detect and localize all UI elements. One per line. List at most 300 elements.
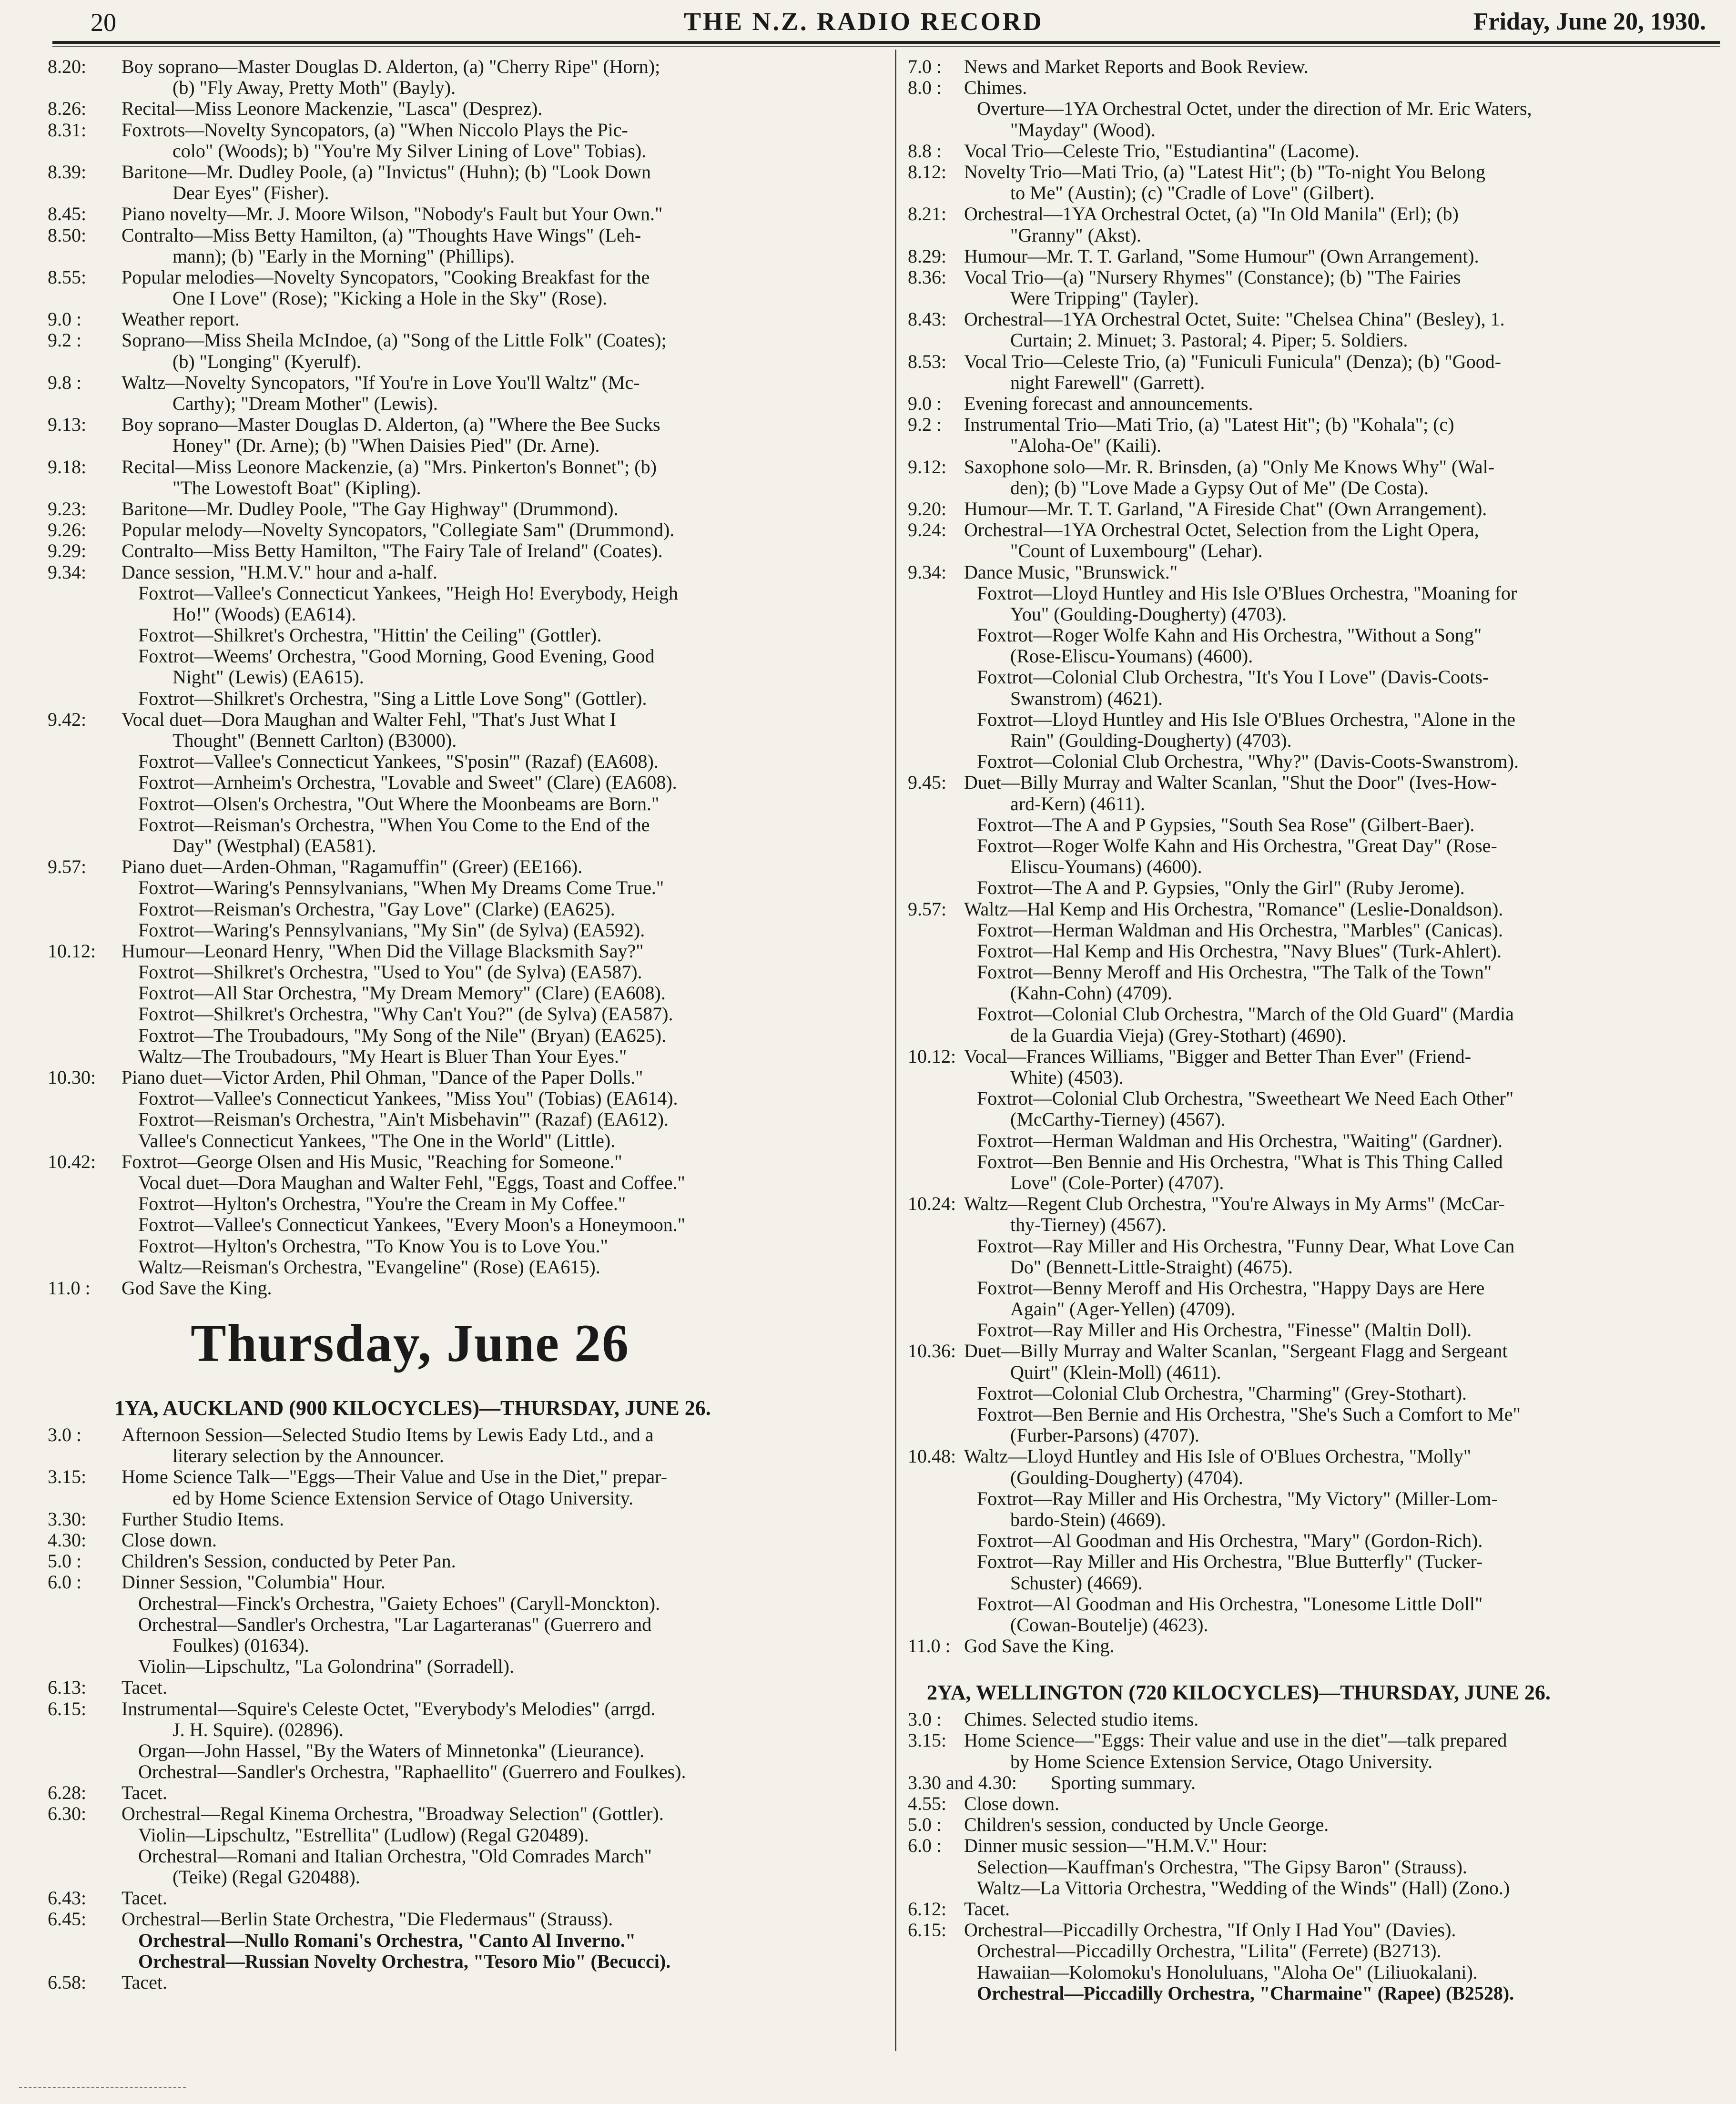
program-text: (Cowan-Boutelje) (4623). — [1010, 1614, 1208, 1636]
program-line — [48, 1488, 891, 1509]
program-text: ard-Kern) (4611). — [1010, 793, 1145, 814]
day-heading-block — [48, 1299, 891, 1389]
program-time: 3.0 : — [48, 1424, 82, 1446]
program-line — [48, 1004, 891, 1025]
program-line — [48, 751, 891, 772]
program-text: Night" (Lewis) (EA615). — [173, 666, 364, 688]
program-text: Foxtrot—All Star Orchestra, "My Dream Memory" (Clare) (EA608). — [138, 982, 666, 1004]
program-line — [908, 1709, 1720, 1730]
program-line — [908, 498, 1720, 519]
program-text: Foxtrot—Lloyd Huntley and His Isle O'Blues Orchestra, "Alone in the — [977, 708, 1516, 730]
program-line — [48, 246, 891, 267]
program-text: ed by Home Science Extension Service of Otago University. — [173, 1487, 634, 1509]
program-line — [48, 1109, 891, 1130]
program-line — [908, 983, 1720, 1004]
program-time: 9.20: — [908, 498, 947, 519]
program-time: 8.45: — [48, 203, 87, 225]
right-column — [908, 56, 1720, 2004]
program-line — [908, 372, 1720, 393]
program-line — [908, 1320, 1720, 1341]
program-line — [48, 1424, 891, 1445]
program-text: White) (4503). — [1010, 1067, 1124, 1088]
program-text: "Count of Luxembourg" (Lehar). — [1010, 540, 1263, 562]
program-line — [48, 498, 891, 519]
program-time: 9.13: — [48, 414, 87, 436]
program-text: Close down. — [964, 1793, 1059, 1814]
program-text: bardo-Stein) (4669). — [1010, 1508, 1166, 1530]
program-line — [908, 667, 1720, 688]
program-line — [908, 1857, 1720, 1878]
program-text: Baritone—Mr. Dudley Poole, "The Gay Highway" (Drummond). — [122, 498, 619, 519]
program-text: Orchestral—1YA Orchestral Octet, Suite: "Chelsea China" (Besley), 1. — [964, 308, 1505, 330]
program-line — [48, 730, 891, 751]
header-rule-thin — [52, 46, 1720, 47]
program-text: Foxtrot—Reisman's Orchestra, "When You Come to the End of the — [138, 813, 650, 835]
program-line — [48, 1466, 891, 1487]
program-line — [908, 267, 1720, 288]
program-time: 6.0 : — [908, 1835, 942, 1857]
program-text: (Furber-Parsons) (4707). — [1010, 1424, 1199, 1446]
program-text: Children's session, conducted by Uncle George. — [964, 1814, 1329, 1836]
program-text: Further Studio Items. — [122, 1508, 284, 1530]
program-text: Soprano—Miss Sheila McIndoe, (a) "Song of the Little Folk" (Coates); — [122, 329, 667, 351]
program-line — [908, 351, 1720, 372]
program-time: 6.0 : — [48, 1571, 82, 1593]
program-line — [48, 1888, 891, 1909]
program-line — [908, 688, 1720, 709]
program-line — [908, 920, 1720, 941]
program-time: 4.55: — [908, 1793, 947, 1814]
program-text: Orchestral—Russian Novelty Orchestra, "Tesoro Mio" (Becucci). — [138, 1950, 671, 1972]
program-text: Orchestral—Piccadilly Orchestra, "Charmaine" (Rapee) (B2528). — [977, 1982, 1514, 2004]
program-text: Contralto—Miss Betty Hamilton, (a) "Thoughts Have Wings" (Leh- — [122, 224, 641, 246]
day-heading: Thursday, June 26 — [191, 1314, 629, 1373]
program-time: 9.57: — [48, 856, 87, 878]
program-time: 8.20: — [48, 56, 87, 77]
program-time: 4.30: — [48, 1529, 87, 1551]
program-text: Foxtrot—Vallee's Connecticut Yankees, "S'posin'" (Razaf) (EA608). — [138, 751, 659, 772]
program-text: Foxtrot—George Olsen and His Music, "Reaching for Someone." — [122, 1150, 622, 1172]
program-line — [908, 478, 1720, 498]
program-text: Foxtrot—Benny Meroff and His Orchestra, "The Talk of the Town" — [977, 961, 1492, 983]
program-time: 9.2 : — [908, 414, 942, 436]
station-heading-2ya: 2YA, WELLINGTON (720 KILOCYCLES)—THURSDAY, JUNE 26. — [927, 1681, 1551, 1705]
program-line — [48, 667, 891, 688]
program-time: 7.0 : — [908, 56, 942, 77]
program-time: 9.57: — [908, 898, 947, 920]
program-line — [48, 1172, 891, 1193]
issue-date: Friday, June 20, 1930. — [1473, 8, 1706, 35]
program-text: Schuster) (4669). — [1010, 1572, 1143, 1594]
program-line — [908, 1509, 1720, 1530]
program-line — [48, 1445, 891, 1466]
program-line — [48, 1130, 891, 1151]
program-line — [908, 77, 1720, 98]
program-text: Foxtrot—Shilkret's Orchestra, "Used to You" (de Sylva) (EA587). — [138, 961, 642, 983]
program-line — [908, 1941, 1720, 1962]
program-text: Piano novelty—Mr. J. Moore Wilson, "Nobody's Fault but Your Own." — [122, 203, 663, 225]
program-time: 6.45: — [48, 1908, 87, 1930]
program-text: Popular melodies—Novelty Syncopators, "Cooking Breakfast for the — [122, 266, 650, 288]
program-time: 6.15: — [908, 1919, 947, 1941]
program-text: colo" (Woods); b) "You're My Silver Lining of Love" Tobias). — [173, 140, 647, 162]
program-text: Evening forecast and announcements. — [964, 393, 1253, 414]
footer-rule — [19, 2087, 186, 2088]
program-text: Orchestral—Piccadilly Orchestra, "If Only I Had You" (Davies). — [964, 1919, 1456, 1941]
station-heading-1ya: 1YA, AUCKLAND (900 KILOCYCLES)—THURSDAY, JUNE 26. — [114, 1396, 711, 1420]
program-line — [48, 983, 891, 1004]
program-text: Foxtrot—Waring's Pennsylvanians, "When My Dreams Come True." — [138, 877, 664, 899]
program-line — [48, 120, 891, 141]
program-text: Orchestral—1YA Orchestral Octet, Selection from the Light Opera, — [964, 519, 1479, 541]
program-text: Chimes. Selected studio items. — [964, 1708, 1199, 1730]
program-text: Tacet. — [122, 1887, 168, 1909]
program-text: God Save the King. — [122, 1277, 272, 1299]
program-line — [908, 519, 1720, 540]
program-line — [908, 183, 1720, 203]
program-line — [908, 1636, 1720, 1657]
program-text: Orchestral—Regal Kinema Orchestra, "Broadway Selection" (Gottler). — [122, 1803, 664, 1825]
program-text: Swanstrom) (4621). — [1010, 687, 1163, 709]
program-text: Tacet. — [122, 1971, 168, 1993]
program-time: 10.12: — [48, 940, 96, 962]
program-text: Orchestral—1YA Orchestral Octet, (a) "In Old Manila" (Erl); (b) — [964, 203, 1459, 225]
program-line — [48, 98, 891, 119]
program-text: Waltz—Reisman's Orchestra, "Evangeline" (Rose) (EA615). — [138, 1256, 600, 1278]
program-line — [48, 856, 891, 877]
program-text: to Me" (Austin); (c) "Cradle of Love" (Gilbert). — [1010, 182, 1375, 204]
program-line — [48, 835, 891, 856]
program-line — [908, 1362, 1720, 1383]
program-line — [908, 1257, 1720, 1278]
program-time: 3.15: — [48, 1466, 87, 1488]
program-line — [908, 1004, 1720, 1025]
program-line — [908, 330, 1720, 351]
program-line — [908, 1530, 1720, 1551]
program-line — [908, 1467, 1720, 1488]
program-line — [908, 604, 1720, 625]
program-text: Carthy); "Dream Mother" (Lewis). — [173, 393, 438, 414]
program-text: Foulkes) (01634). — [173, 1634, 309, 1656]
program-line — [48, 1846, 891, 1867]
program-text: Foxtrot—Colonial Club Orchestra, "Why?" (Davis-Coots-Swanstrom). — [977, 751, 1519, 772]
program-line — [48, 1151, 891, 1172]
program-line — [48, 1067, 891, 1088]
program-line — [48, 183, 891, 203]
program-text: "Mayday" (Wood). — [1010, 119, 1156, 141]
program-text: (b) "Fly Away, Pretty Moth" (Bayly). — [173, 77, 456, 99]
program-line — [48, 562, 891, 583]
program-text: Waltz—Hal Kemp and His Orchestra, "Romance" (Leslie-Donaldson). — [964, 898, 1503, 920]
program-line — [48, 1593, 891, 1614]
program-line — [908, 1920, 1720, 1941]
program-line — [908, 1814, 1720, 1835]
program-text: Foxtrot—Colonial Club Orchestra, "Sweetheart We Need Each Other" — [977, 1088, 1514, 1109]
program-text: Foxtrot—Hal Kemp and His Orchestra, "Navy Blues" (Turk-Ahlert). — [977, 940, 1502, 962]
program-line — [48, 435, 891, 456]
program-text: Waltz—The Troubadours, "My Heart is Bluer Than Your Eyes." — [138, 1045, 627, 1067]
program-time: 3.15: — [908, 1729, 947, 1751]
program-text: Orchestral—Sandler's Orchestra, "Lar Lagarteranas" (Guerrero and — [138, 1613, 652, 1635]
station-heading-block — [48, 1389, 891, 1424]
program-text: Foxtrot—Benny Meroff and His Orchestra, "Happy Days are Here — [977, 1277, 1485, 1299]
program-line — [908, 899, 1720, 920]
program-text: Humour—Mr. T. T. Garland, "A Fireside Chat" (Own Arrangement). — [964, 498, 1487, 519]
program-line — [908, 1172, 1720, 1193]
program-text: Foxtrots—Novelty Syncopators, (a) "When Niccolo Plays the Pic- — [122, 119, 628, 141]
station-heading-block — [908, 1674, 1720, 1709]
program-text: (McCarthy-Tierney) (4567). — [1010, 1108, 1226, 1130]
program-time: 8.8 : — [908, 140, 942, 162]
program-line — [908, 203, 1720, 224]
program-text: Orchestral—Finck's Orchestra, "Gaiety Echoes" (Caryll-Monckton). — [138, 1592, 660, 1614]
program-line — [48, 1951, 891, 1972]
program-text: Thought" (Bennett Carlton) (B3000). — [173, 730, 457, 751]
program-line — [908, 414, 1720, 435]
program-line — [908, 1573, 1720, 1594]
program-line — [48, 1214, 891, 1235]
program-line — [908, 877, 1720, 898]
left-column — [48, 56, 891, 1993]
program-line — [908, 1193, 1720, 1214]
program-line — [908, 1488, 1720, 1509]
program-text: Foxtrot—Ben Bernie and His Orchestra, "She's Such a Comfort to Me" — [977, 1403, 1521, 1425]
program-text: Vocal Trio—(a) "Nursery Rhymes" (Constance); (b) "The Fairies — [964, 266, 1461, 288]
program-line — [48, 583, 891, 604]
program-text: Boy soprano—Master Douglas D. Alderton, (a) "Where the Bee Sucks — [122, 414, 660, 436]
program-line — [908, 246, 1720, 267]
program-text: Dinner music session—"H.M.V." Hour: — [964, 1835, 1268, 1857]
program-text: Novelty Trio—Mati Trio, (a) "Latest Hit"; (b) "To-night You Belong — [964, 161, 1486, 183]
program-text: Foxtrot—Vallee's Connecticut Yankees, "Miss You" (Tobias) (EA614). — [138, 1088, 678, 1109]
program-text: You" (Goulding-Dougherty) (4703). — [1010, 603, 1287, 625]
program-line — [908, 1899, 1720, 1920]
program-text: Piano duet—Victor Arden, Phil Ohman, "Dance of the Paper Dolls." — [122, 1067, 643, 1088]
program-text: Foxtrot—The A and P Gypsies, "South Sea Rose" (Gilbert-Baer). — [977, 813, 1475, 835]
program-text: (Goulding-Dougherty) (4704). — [1010, 1466, 1243, 1488]
program-line — [48, 1046, 891, 1067]
program-line — [908, 1236, 1720, 1257]
program-line — [48, 604, 891, 625]
program-time: 3.0 : — [908, 1708, 942, 1730]
program-line — [908, 120, 1720, 141]
program-line — [48, 309, 891, 330]
program-text: Day" (Westphal) (EA581). — [173, 834, 376, 856]
program-text: Recital—Miss Leonore Mackenzie, (a) "Mrs. Pinkerton's Bonnet"; (b) — [122, 456, 657, 478]
program-text: Foxtrot—Colonial Club Orchestra, "March of the Old Guard" (Mardia — [977, 1003, 1514, 1025]
program-text: literary selection by the Announcer. — [173, 1445, 444, 1467]
program-line — [48, 709, 891, 730]
program-line — [48, 414, 891, 435]
program-text: Quirt" (Klein-Moll) (4611). — [1010, 1361, 1221, 1383]
program-line — [48, 457, 891, 478]
program-line — [48, 1972, 891, 1993]
program-text: den); (b) "Love Made a Gypsy Out of Me" (De Costa). — [1010, 477, 1429, 498]
program-text: God Save the King. — [964, 1635, 1115, 1657]
program-text: Waltz—Novelty Syncopators, "If You're in Love You'll Waltz" (Mc- — [122, 371, 640, 393]
program-text: Dear Eyes" (Fisher). — [173, 182, 329, 204]
program-line — [908, 435, 1720, 456]
program-text: Tacet. — [122, 1782, 168, 1804]
program-line — [908, 646, 1720, 667]
program-time: 10.42: — [48, 1150, 96, 1172]
program-text: Foxtrot—Ray Miller and His Orchestra, "Finesse" (Maltin Doll). — [977, 1319, 1472, 1341]
program-text: Foxtrot—Weems' Orchestra, "Good Morning, Good Evening, Good — [138, 645, 655, 667]
program-time: 6.43: — [48, 1887, 87, 1909]
program-line — [908, 1088, 1720, 1109]
program-time: 8.26: — [48, 98, 87, 120]
program-text: Home Science Talk—"Eggs—Their Value and Use in the Diet," prepar- — [122, 1466, 668, 1488]
program-text: Foxtrot—Ray Miller and His Orchestra, "My Victory" (Miller-Lom- — [977, 1487, 1498, 1509]
program-time: 8.53: — [908, 350, 947, 372]
program-text: Duet—Billy Murray and Walter Scanlan, "Shut the Door" (Ives-How- — [964, 772, 1497, 793]
program-time: 9.2 : — [48, 329, 82, 351]
program-line — [908, 1214, 1720, 1235]
program-line — [48, 77, 891, 98]
program-time: 9.45: — [908, 772, 947, 793]
program-text: Duet—Billy Murray and Walter Scanlan, "Sergeant Flagg and Sergeant — [964, 1340, 1508, 1362]
program-line — [908, 562, 1720, 583]
program-text: Afternoon Session—Selected Studio Items by Lewis Eady Ltd., and a — [122, 1424, 654, 1446]
program-line — [908, 457, 1720, 478]
program-text: Rain" (Goulding-Dougherty) (4703). — [1010, 730, 1292, 751]
program-text: Vocal duet—Dora Maughan and Walter Fehl, "That's Just What I — [122, 708, 616, 730]
program-time: 8.43: — [908, 308, 947, 330]
program-line — [48, 162, 891, 183]
program-line — [48, 1193, 891, 1214]
program-line — [908, 1383, 1720, 1404]
program-line — [48, 1635, 891, 1656]
program-line — [48, 351, 891, 372]
program-time: 10.12: — [908, 1045, 956, 1067]
program-text: Orchestral—Romani and Italian Orchestra, "Old Comrades March" — [138, 1845, 652, 1867]
program-text: Popular melody—Novelty Syncopators, "Collegiate Sam" (Drummond). — [122, 519, 675, 541]
program-text: night Farewell" (Garrett). — [1010, 371, 1205, 393]
program-line — [48, 793, 891, 814]
program-line — [908, 1962, 1720, 1983]
program-text: Foxtrot—Al Goodman and His Orchestra, "Mary" (Gordon-Rich). — [977, 1530, 1483, 1552]
program-text: thy-Tierney) (4567). — [1010, 1214, 1167, 1236]
program-text: Home Science—"Eggs: Their value and use in the diet"—talk prepared — [964, 1729, 1507, 1751]
program-time: 6.13: — [48, 1677, 87, 1698]
program-time: 9.26: — [48, 519, 87, 541]
program-text: Foxtrot—Herman Waldman and His Orchestra, "Marbles" (Canicas). — [977, 919, 1503, 941]
program-line — [48, 225, 891, 246]
program-text: Foxtrot—Ben Bennie and His Orchestra, "What is This Thing Called — [977, 1150, 1503, 1172]
program-text: Close down. — [122, 1529, 217, 1551]
program-line — [48, 1825, 891, 1846]
program-text: Honey" (Dr. Arne); (b) "When Daisies Pied" (Dr. Arne). — [173, 435, 600, 457]
program-line — [908, 1278, 1720, 1299]
program-line — [48, 540, 891, 561]
program-time: 9.0 : — [908, 393, 942, 414]
program-text: Foxtrot—Al Goodman and His Orchestra, "Lonesome Little Doll" — [977, 1593, 1483, 1615]
program-time: 8.36: — [908, 266, 947, 288]
program-line — [908, 1425, 1720, 1446]
program-line — [48, 772, 891, 793]
program-time: 3.30: — [48, 1508, 87, 1530]
program-line — [48, 1551, 891, 1572]
program-line — [48, 1257, 891, 1278]
program-text: Humour—Mr. T. T. Garland, "Some Humour" (Own Arrangement). — [964, 245, 1479, 267]
program-time: 9.0 : — [48, 308, 82, 330]
program-line — [48, 625, 891, 646]
program-text: Vocal Trio—Celeste Trio, (a) "Funiculi Funicula" (Denza); (b) "Good- — [964, 350, 1502, 372]
program-line — [908, 56, 1720, 77]
program-text: Sporting summary. — [1051, 1771, 1196, 1793]
program-time: 6.15: — [48, 1697, 87, 1719]
program-text: Orchestral—Berlin State Orchestra, "Die Fledermaus" (Strauss). — [122, 1908, 613, 1930]
program-text: Foxtrot—Roger Wolfe Kahn and His Orchestra, "Without a Song" — [977, 624, 1482, 646]
program-text: Humour—Leonard Henry, "When Did the Village Blacksmith Say?" — [122, 940, 644, 962]
program-line — [908, 856, 1720, 877]
program-text: Boy soprano—Master Douglas D. Alderton, (a) "Cherry Ripe" (Horn); — [122, 56, 660, 77]
program-time: 5.0 : — [48, 1550, 82, 1572]
program-text: Violin—Lipschultz, "Estrellita" (Ludlow) (Regal G20489). — [138, 1824, 589, 1846]
program-line — [908, 1046, 1720, 1067]
program-time: 5.0 : — [908, 1814, 942, 1836]
program-line — [48, 141, 891, 162]
program-text: Foxtrot—Reisman's Orchestra, "Ain't Misbehavin'" (Razaf) (EA612). — [138, 1108, 669, 1130]
program-line — [908, 98, 1720, 119]
program-time: 9.42: — [48, 708, 87, 730]
program-line — [908, 941, 1720, 962]
program-text: One I Love" (Rose); "Kicking a Hole in the Sky" (Rose). — [173, 287, 608, 309]
program-line — [48, 1656, 891, 1677]
program-line — [48, 1614, 891, 1635]
program-line — [48, 393, 891, 414]
program-line — [908, 1751, 1720, 1772]
program-line — [908, 288, 1720, 309]
program-time: 8.31: — [48, 119, 87, 141]
program-text: Again" (Ager-Yellen) (4709). — [1010, 1298, 1236, 1320]
program-time: 6.58: — [48, 1971, 87, 1993]
program-time: 8.29: — [908, 245, 947, 267]
program-text: Children's Session, conducted by Peter Pan. — [122, 1550, 456, 1572]
page-number: 20 — [91, 8, 116, 37]
program-line — [48, 1278, 891, 1299]
program-line — [908, 162, 1720, 183]
program-line — [48, 688, 891, 709]
program-text: Vocal duet—Dora Maughan and Walter Fehl, "Eggs, Toast and Coffee." — [138, 1171, 685, 1193]
program-line — [48, 920, 891, 941]
program-text: Selection—Kauffman's Orchestra, "The Gipsy Baron" (Strauss). — [977, 1856, 1467, 1878]
program-line — [48, 267, 891, 288]
program-line — [48, 1530, 891, 1551]
program-text: Vallee's Connecticut Yankees, "The One in the World" (Little). — [138, 1129, 616, 1151]
program-time: 9.34: — [908, 561, 947, 583]
program-text: Vocal Trio—Celeste Trio, "Estudiantina" (Lacome). — [964, 140, 1360, 162]
program-text: Foxtrot—Vallee's Connecticut Yankees, "Every Moon's a Honeymoon." — [138, 1214, 686, 1236]
program-time: 10.24: — [908, 1193, 956, 1215]
program-line — [48, 288, 891, 309]
program-line — [48, 1867, 891, 1888]
program-line — [908, 1130, 1720, 1151]
program-text: Foxtrot—Reisman's Orchestra, "Gay Love" (Clarke) (EA625). — [138, 898, 615, 920]
program-text: Recital—Miss Leonore Mackenzie, "Lasca" (Desprez). — [122, 98, 543, 120]
program-text: Foxtrot—Herman Waldman and His Orchestra, "Waiting" (Gardner). — [977, 1129, 1503, 1151]
program-line — [48, 1782, 891, 1803]
program-line — [908, 730, 1720, 751]
program-time: 9.34: — [48, 561, 87, 583]
program-text: Contralto—Miss Betty Hamilton, "The Fairy Tale of Ireland" (Coates). — [122, 540, 663, 562]
program-text: Instrumental Trio—Mati Trio, (a) "Latest Hit"; (b) "Kohala"; (c) — [964, 414, 1454, 436]
program-line — [908, 393, 1720, 414]
program-time: 8.55: — [48, 266, 87, 288]
program-text: Curtain; 2. Minuet; 3. Pastoral; 4. Piper; 5. Soldiers. — [1010, 329, 1408, 351]
right-program-list — [908, 56, 1720, 1657]
program-text: mann); (b) "Early in the Morning" (Phillips). — [173, 245, 515, 267]
